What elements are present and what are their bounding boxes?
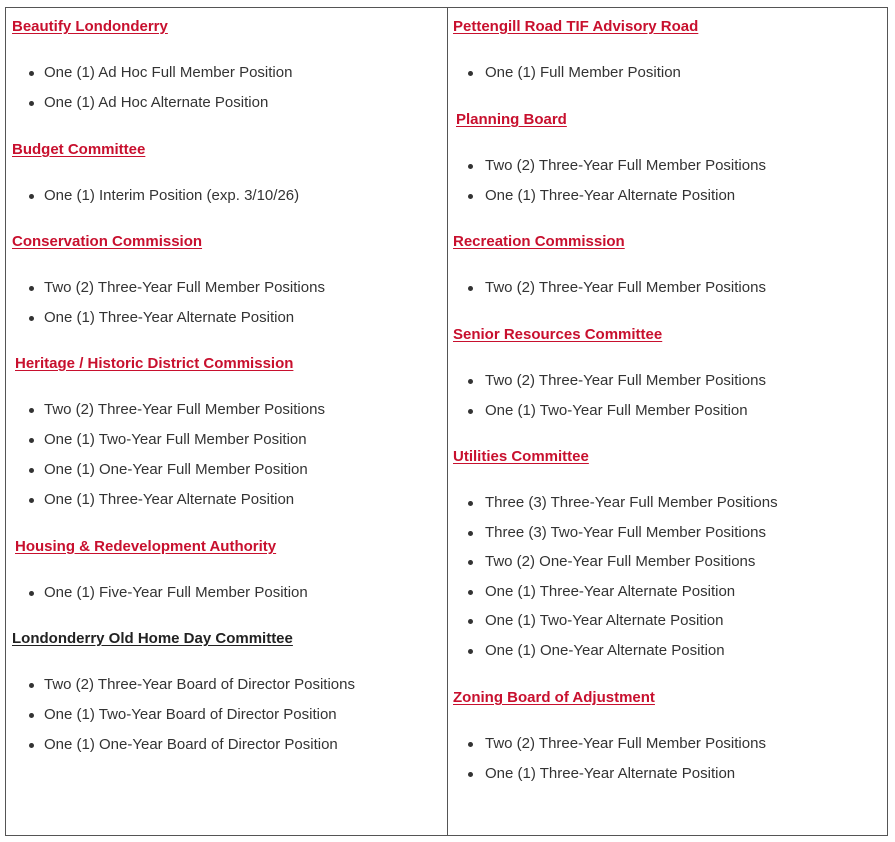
position-text: Two (2) Three-Year Full Member Positions <box>485 279 766 296</box>
right-column <box>448 8 887 835</box>
position-text: Two (2) One-Year Full Member Positions <box>485 553 756 570</box>
bullet-icon <box>29 438 34 443</box>
vacancies-table <box>5 7 888 836</box>
bullet-icon <box>29 194 34 199</box>
position-text: Two (2) Three-Year Full Member Positions <box>44 401 325 418</box>
bullet-icon <box>468 649 473 654</box>
heading-link-budget-committee[interactable]: Budget Committee <box>12 141 146 158</box>
left-column <box>6 8 448 835</box>
section-utilities-committee <box>448 448 887 659</box>
position-text: One (1) Three-Year Alternate Position <box>485 187 736 204</box>
section-planning-board <box>448 111 887 204</box>
position-text: Two (2) Three-Year Full Member Positions <box>485 735 766 752</box>
position-text: One (1) Three-Year Alternate Position <box>44 309 295 326</box>
bullet-icon <box>468 531 473 536</box>
position-text: Two (2) Three-Year Full Member Positions <box>44 279 325 296</box>
section-senior-resources-committee <box>448 326 887 419</box>
bullet-icon <box>468 409 473 414</box>
position-text: Three (3) Two-Year Full Member Positions <box>485 524 766 541</box>
section-pettengill-road-tif-advisory-road <box>448 18 887 81</box>
position-text: One (1) Two-Year Alternate Position <box>485 612 724 629</box>
bullet-icon <box>468 379 473 384</box>
heading-link-housing-and-redevelopment-authority[interactable]: Housing & Redevelopment Authority <box>15 538 277 555</box>
bullet-icon <box>468 286 473 291</box>
section-zoning-board-of-adjustment <box>448 689 887 782</box>
section-recreation-commission <box>448 233 887 296</box>
bullet-icon <box>29 316 34 321</box>
heading-link-senior-resources-committee[interactable]: Senior Resources Committee <box>453 326 663 343</box>
bullet-icon <box>468 501 473 506</box>
position-text: One (1) One-Year Full Member Position <box>44 461 308 478</box>
heading-link-pettengill-road-tif-advisory-road[interactable]: Pettengill Road TIF Advisory Road <box>453 18 699 35</box>
position-text: One (1) One-Year Alternate Position <box>485 642 725 659</box>
heading-link-londonderry-old-home-day-committee[interactable]: Londonderry Old Home Day Committee <box>12 630 293 647</box>
heading-link-heritage-historic-district-commission[interactable]: Heritage / Historic District Commission <box>15 355 294 372</box>
bullet-icon <box>29 468 34 473</box>
bullet-icon <box>29 713 34 718</box>
position-text: Three (3) Three-Year Full Member Positions <box>485 494 778 511</box>
position-text: One (1) Two-Year Board of Director Position <box>44 706 337 723</box>
heading-link-zoning-board-of-adjustment[interactable]: Zoning Board of Adjustment <box>453 689 655 706</box>
bullet-icon <box>468 164 473 169</box>
section-housing-and-redevelopment-authority <box>6 538 447 601</box>
bullet-icon <box>29 71 34 76</box>
heading-link-conservation-commission[interactable]: Conservation Commission <box>12 233 203 250</box>
bullet-icon <box>468 590 473 595</box>
heading-link-recreation-commission[interactable]: Recreation Commission <box>453 233 625 250</box>
position-text: One (1) Three-Year Alternate Position <box>44 491 295 508</box>
position-text: Two (2) Three-Year Full Member Positions <box>485 157 766 174</box>
section-conservation-commission <box>6 233 447 326</box>
position-text: One (1) Interim Position (exp. 3/10/26) <box>44 187 300 204</box>
bullet-icon <box>468 772 473 777</box>
bullet-icon <box>29 286 34 291</box>
position-text: One (1) Five-Year Full Member Position <box>44 584 308 601</box>
bullet-icon <box>29 683 34 688</box>
bullet-icon <box>468 619 473 624</box>
bullet-icon <box>468 742 473 747</box>
position-text: One (1) Three-Year Alternate Position <box>485 583 736 600</box>
bullet-icon <box>468 194 473 199</box>
bullet-icon <box>468 71 473 76</box>
position-text: One (1) Ad Hoc Full Member Position <box>44 64 293 81</box>
position-text: One (1) Two-Year Full Member Position <box>44 431 307 448</box>
bullet-icon <box>29 101 34 106</box>
heading-link-planning-board[interactable]: Planning Board <box>456 111 567 128</box>
section-budget-committee <box>6 141 447 204</box>
position-text: One (1) Two-Year Full Member Position <box>485 402 748 419</box>
bullet-icon <box>29 591 34 596</box>
position-text: One (1) One-Year Board of Director Position <box>44 736 338 753</box>
section-heritage-historic-district-commission <box>6 355 447 508</box>
heading-link-utilities-committee[interactable]: Utilities Committee <box>453 448 589 465</box>
bullet-icon <box>29 498 34 503</box>
heading-link-beautify-londonderry[interactable]: Beautify Londonderry <box>12 18 168 35</box>
section-londonderry-old-home-day-committee <box>6 630 447 753</box>
section-beautify-londonderry <box>6 18 447 111</box>
position-text: One (1) Full Member Position <box>485 64 681 81</box>
bullet-icon <box>29 408 34 413</box>
position-text: Two (2) Three-Year Board of Director Positions <box>44 676 355 693</box>
position-text: One (1) Ad Hoc Alternate Position <box>44 94 269 111</box>
bullet-icon <box>468 560 473 565</box>
position-text: Two (2) Three-Year Full Member Positions <box>485 372 766 389</box>
bullet-icon <box>29 743 34 748</box>
position-text: One (1) Three-Year Alternate Position <box>485 765 736 782</box>
